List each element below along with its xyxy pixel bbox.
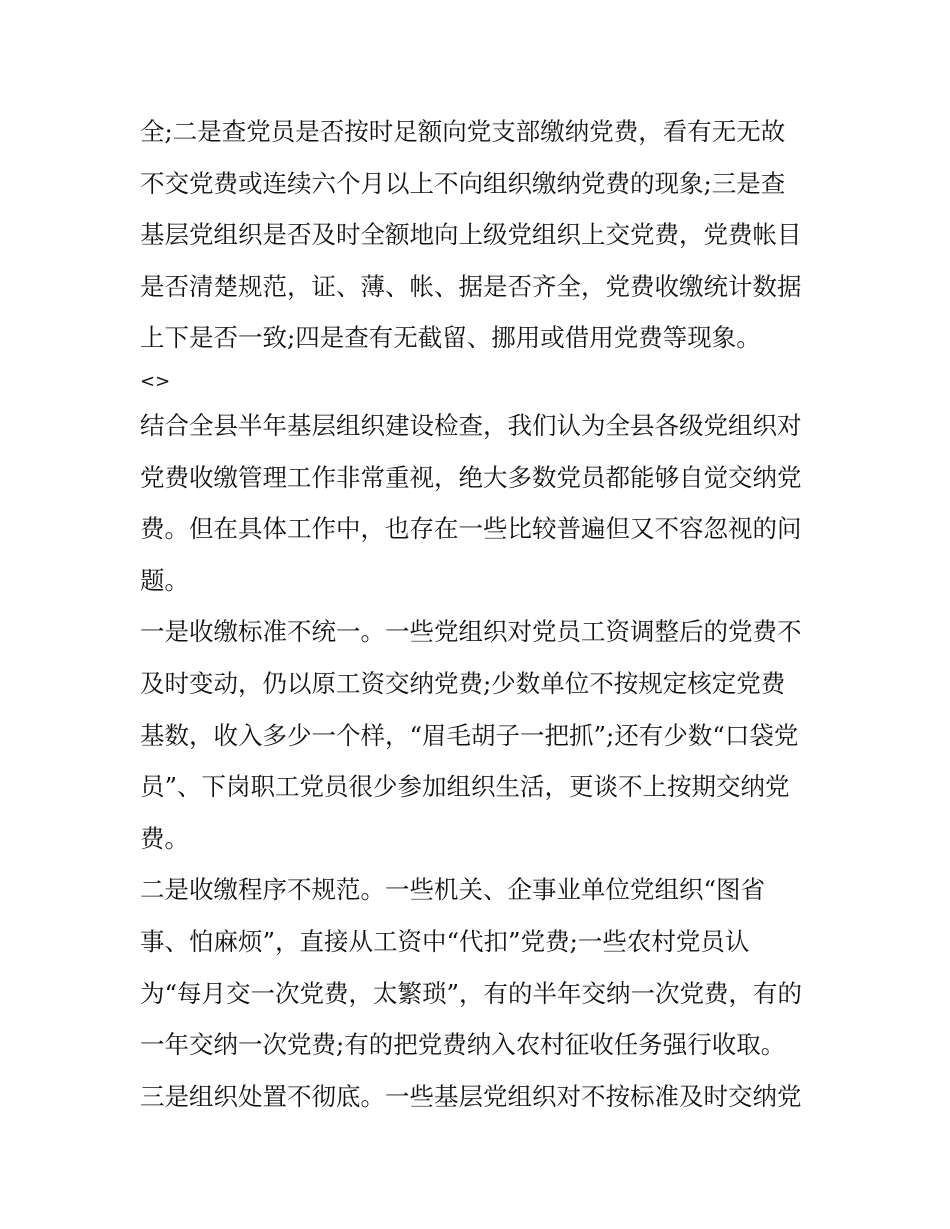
- text-line: 一年交纳一次党费;有的把党费纳入农村征收任务强行收取。: [140, 1030, 786, 1060]
- text-line: 党费收缴管理工作非常重视，绝大多数党员都能够自觉交纳党: [140, 462, 802, 492]
- text-line: 事、怕麻烦”，直接从工资中“代扣”党费;一些农村党员认: [140, 926, 750, 956]
- text-line: 费。但在具体工作中，也存在一些比较普遍但又不容忽视的问: [140, 514, 802, 544]
- text-line: 基数，收入多少一个样，“眉毛胡子一把抓”;还有少数“口袋党: [140, 720, 799, 750]
- text-line: 题。: [140, 565, 189, 595]
- text-line: 基层党组织是否及时全额地向上级党组织上交党费，党费帐目: [140, 220, 802, 250]
- text-line: 三是组织处置不彻底。一些基层党组织对不按标准及时交纳党: [140, 1081, 802, 1111]
- text-line: 一是收缴标准不统一。一些党组织对党员工资调整后的党费不: [140, 617, 802, 647]
- text-line: 费。: [140, 823, 189, 853]
- document-body: [140, 106, 820, 1122]
- text-line: 不交党费或连续六个月以上不向组织缴纳党费的现象;三是查: [140, 168, 786, 198]
- text-line: 是否清楚规范，证、薄、帐、据是否齐全，党费收缴统计数据: [140, 271, 802, 301]
- text-line: 二是收缴程序不规范。一些机关、企事业单位党组织“图省: [140, 875, 766, 905]
- text-line: 上下是否一致;四是查有无截留、挪用或借用党费等现象。: [140, 323, 761, 353]
- text-line: 员”、下岗职工党员很少参加组织生活，更谈不上按期交纳党: [140, 772, 790, 802]
- text-line: 及时变动，仍以原工资交纳党费;少数单位不按规定核定党费: [140, 668, 786, 698]
- section-marker: <>: [140, 370, 171, 392]
- text-line: 全;二是查党员是否按时足额向党支部缴纳党费，看有无无故: [140, 117, 786, 146]
- text-line: 结合全县半年基层组织建设检查，我们认为全县各级党组织对: [140, 410, 802, 440]
- text-line: 为“每月交一次党费，太繁琐”，有的半年交纳一次党费，有的: [140, 978, 803, 1008]
